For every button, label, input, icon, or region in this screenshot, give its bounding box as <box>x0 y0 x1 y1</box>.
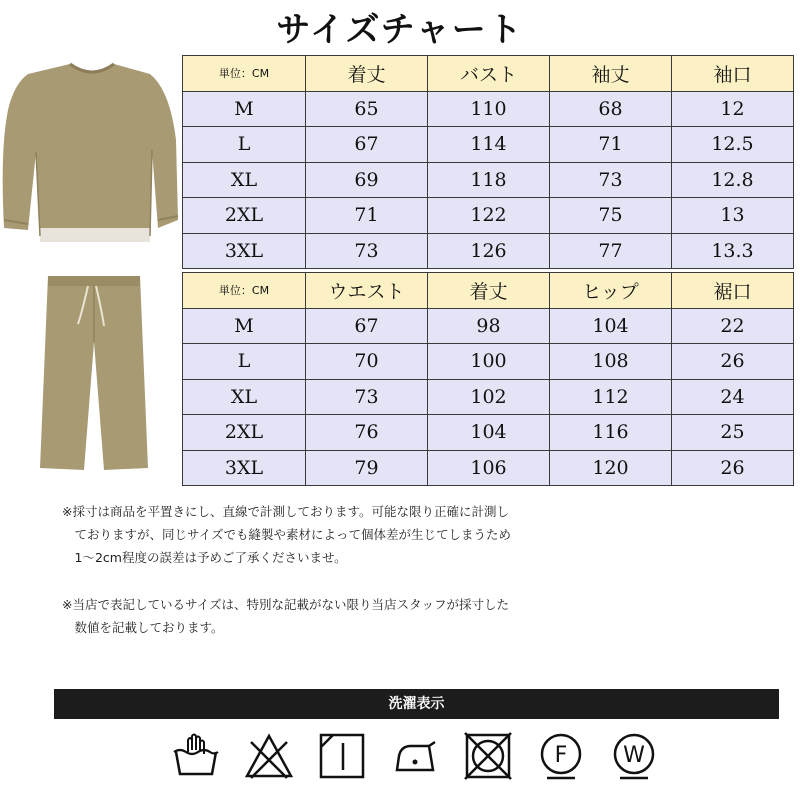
header-cell: 着丈 <box>428 273 550 309</box>
staff-measurement-note <box>62 593 509 639</box>
value-cell: 12.5 <box>672 127 794 163</box>
value-cell: 126 <box>428 233 550 269</box>
iron-low-icon <box>389 730 441 782</box>
table-row <box>183 344 794 380</box>
dry-clean-letter: F <box>554 743 568 768</box>
page-title: サイズチャート <box>276 10 524 50</box>
value-cell: 25 <box>672 415 794 451</box>
pants-image <box>38 272 150 472</box>
hand-wash-icon <box>170 730 222 782</box>
header-cell: 裾口 <box>672 273 794 309</box>
value-cell: 13.3 <box>672 233 794 269</box>
size-cell: XL <box>183 162 306 198</box>
top-size-table <box>182 55 794 269</box>
header-cell: 着丈 <box>306 56 428 92</box>
value-cell: 26 <box>672 450 794 486</box>
value-cell: 24 <box>672 379 794 415</box>
value-cell: 118 <box>428 162 550 198</box>
size-cell: L <box>183 344 306 380</box>
header-cell: 袖口 <box>672 56 794 92</box>
value-cell: 65 <box>306 91 428 127</box>
table-row <box>183 198 794 234</box>
value-cell: 12 <box>672 91 794 127</box>
value-cell: 73 <box>550 162 672 198</box>
value-cell: 76 <box>306 415 428 451</box>
wet-clean-letter: W <box>623 743 645 768</box>
value-cell: 79 <box>306 450 428 486</box>
table-row <box>183 450 794 486</box>
value-cell: 75 <box>550 198 672 234</box>
size-cell: 3XL <box>183 450 306 486</box>
value-cell: 122 <box>428 198 550 234</box>
size-cell: M <box>183 91 306 127</box>
table-row <box>183 308 794 344</box>
value-cell: 77 <box>550 233 672 269</box>
value-cell: 67 <box>306 127 428 163</box>
care-icons-row <box>170 730 660 785</box>
size-cell: M <box>183 308 306 344</box>
value-cell: 102 <box>428 379 550 415</box>
care-label-title: 洗濯表示 <box>54 689 779 719</box>
value-cell: 26 <box>672 344 794 380</box>
header-cell: ウエスト <box>306 273 428 309</box>
size-cell: 2XL <box>183 198 306 234</box>
no-tumble-dry-icon <box>462 730 514 782</box>
note-line: 1〜2cm程度の誤差は予めご了承くださいませ。 <box>62 550 347 565</box>
value-cell: 112 <box>550 379 672 415</box>
table-row <box>183 162 794 198</box>
unit-label: 単位：CM <box>183 273 306 309</box>
value-cell: 22 <box>672 308 794 344</box>
value-cell: 100 <box>428 344 550 380</box>
value-cell: 70 <box>306 344 428 380</box>
value-cell: 98 <box>428 308 550 344</box>
value-cell: 12.8 <box>672 162 794 198</box>
unit-label: 単位：CM <box>183 56 306 92</box>
measurement-note <box>62 500 511 569</box>
value-cell: 108 <box>550 344 672 380</box>
table-row <box>183 91 794 127</box>
header-cell: バスト <box>428 56 550 92</box>
size-cell: L <box>183 127 306 163</box>
note-line: ておりますが、同じサイズでも縫製や素材によって個体差が生じてしまうため <box>62 527 512 542</box>
table-row <box>183 415 794 451</box>
line-dry-icon <box>316 730 368 782</box>
table-header-row <box>183 273 794 309</box>
value-cell: 120 <box>550 450 672 486</box>
value-cell: 71 <box>306 198 428 234</box>
table-row <box>183 379 794 415</box>
value-cell: 73 <box>306 233 428 269</box>
header-cell: 袖丈 <box>550 56 672 92</box>
bottom-size-table <box>182 272 794 486</box>
sweatshirt-image <box>0 60 180 260</box>
value-cell: 71 <box>550 127 672 163</box>
value-cell: 110 <box>428 91 550 127</box>
value-cell: 68 <box>550 91 672 127</box>
table-row <box>183 233 794 269</box>
value-cell: 104 <box>428 415 550 451</box>
dry-clean-f-icon <box>535 730 587 782</box>
note-line: 数値を記載しております。 <box>62 620 224 635</box>
value-cell: 114 <box>428 127 550 163</box>
size-cell: 2XL <box>183 415 306 451</box>
value-cell: 104 <box>550 308 672 344</box>
value-cell: 106 <box>428 450 550 486</box>
size-cell: 3XL <box>183 233 306 269</box>
size-cell: XL <box>183 379 306 415</box>
value-cell: 73 <box>306 379 428 415</box>
table-header-row <box>183 56 794 92</box>
value-cell: 69 <box>306 162 428 198</box>
no-bleach-icon <box>243 730 295 782</box>
note-line: ※採寸は商品を平置きにし、直線で計測しております。可能な限り正確に計測し <box>62 504 509 519</box>
value-cell: 116 <box>550 415 672 451</box>
header-cell: ヒップ <box>550 273 672 309</box>
value-cell: 67 <box>306 308 428 344</box>
table-row <box>183 127 794 163</box>
wet-clean-w-icon <box>608 730 660 782</box>
value-cell: 13 <box>672 198 794 234</box>
note-line: ※当店で表記しているサイズは、特別な記載がない限り当店スタッフが採寸した <box>62 597 509 612</box>
